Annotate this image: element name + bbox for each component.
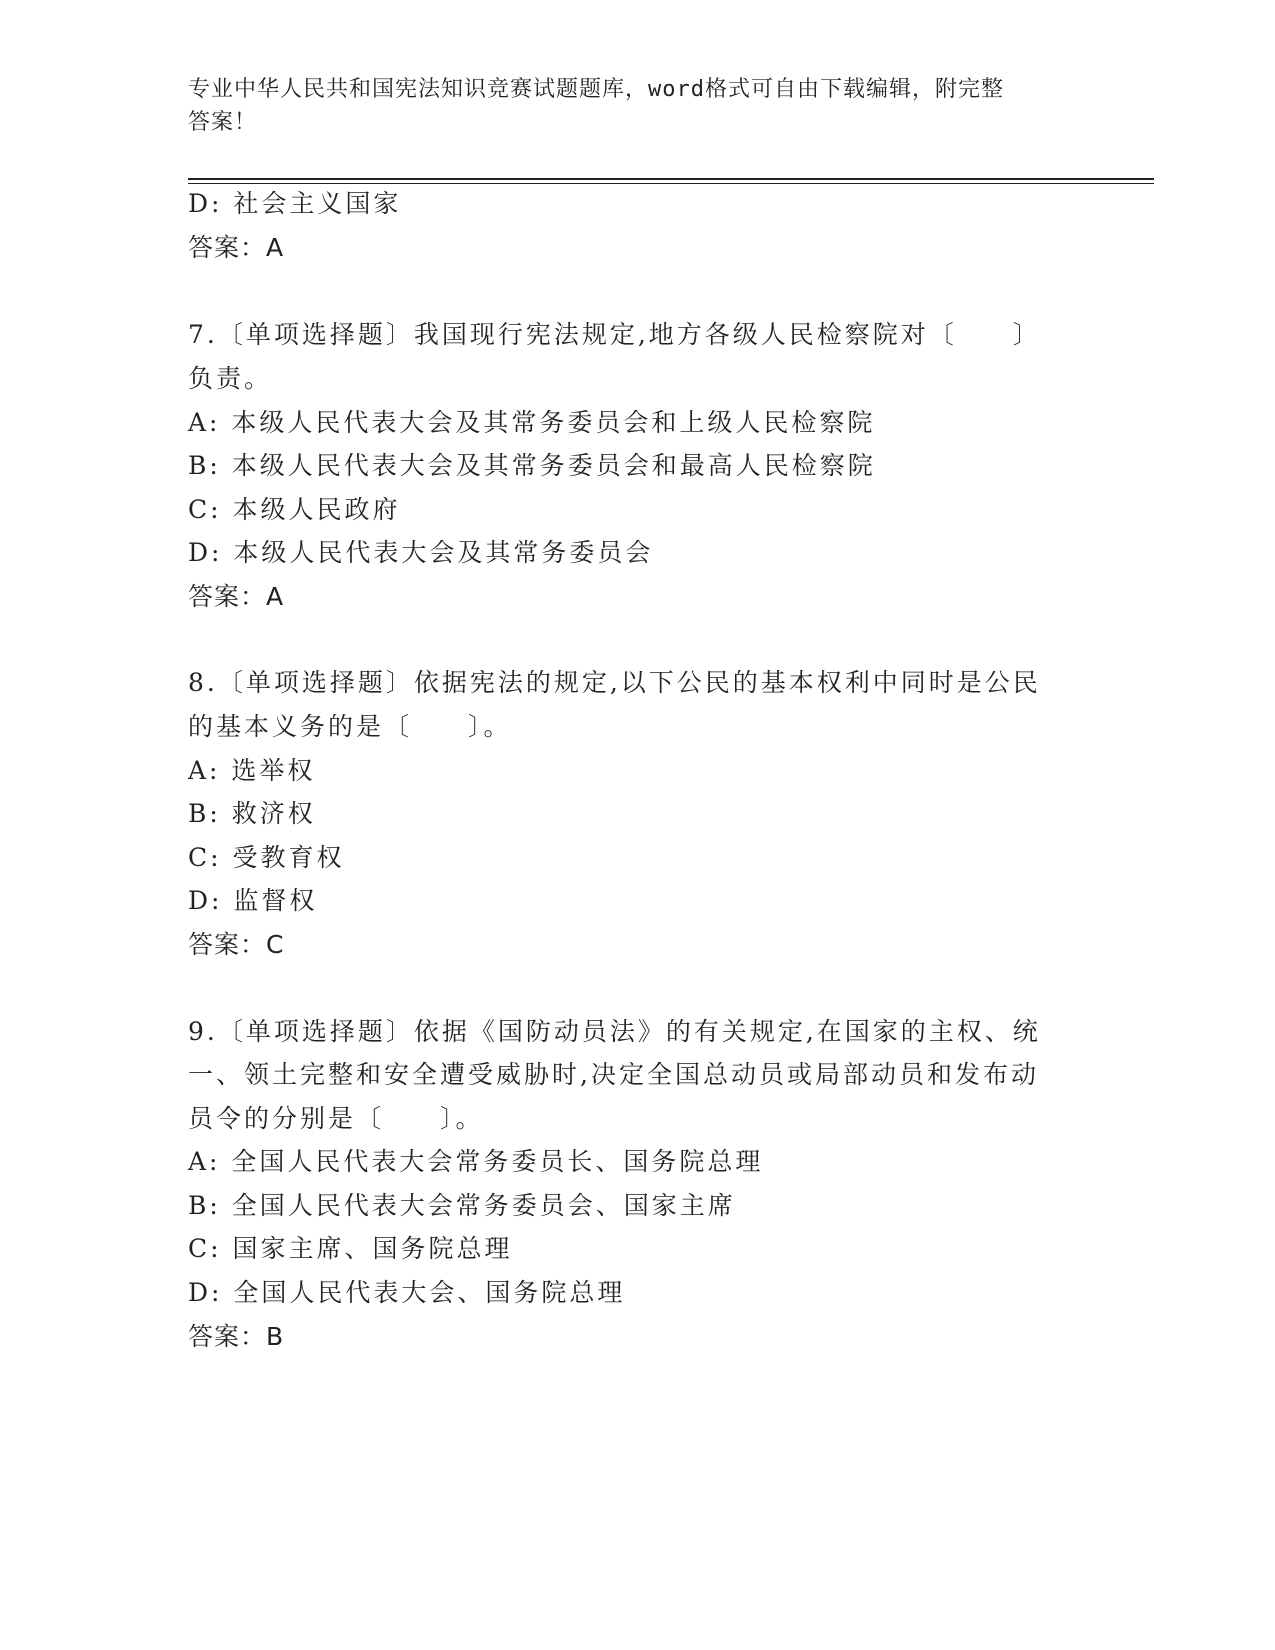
question-stem: 员令的分别是〔 〕。 (188, 1104, 484, 1133)
option-a: A: 本级人民代表大会及其常务委员会和上级人民检察院 (188, 408, 876, 437)
option-a: A: 全国人民代表大会常务委员长、国务院总理 (188, 1147, 764, 1176)
answer-line: 答案：C (188, 930, 285, 959)
option-a: A: 选举权 (188, 756, 316, 785)
option-c: C: 国家主席、国务院总理 (188, 1234, 513, 1263)
question-stem: 8.〔单项选择题〕依据宪法的规定,以下公民的基本权利中同时是公民 (188, 668, 1041, 697)
answer-line: 答案：A (188, 582, 285, 611)
option-d: D: 本级人民代表大会及其常务委员会 (188, 538, 654, 567)
option-d: D: 社会主义国家 (188, 189, 402, 218)
header-rule (188, 178, 1154, 180)
question-stem: 的基本义务的是〔 〕。 (188, 712, 512, 741)
option-b: B: 本级人民代表大会及其常务委员会和最高人民检察院 (188, 451, 876, 480)
question-stem: 9.〔单项选择题〕依据《国防动员法》的有关规定,在国家的主权、统 (188, 1017, 1041, 1046)
option-b: B: 救济权 (188, 799, 316, 828)
header-rule-thin (188, 183, 1154, 184)
option-b: B: 全国人民代表大会常务委员会、国家主席 (188, 1191, 736, 1220)
option-c: C: 受教育权 (188, 843, 345, 872)
question-stem: 负责。 (188, 364, 273, 393)
header-line-1: 专业中华人民共和国宪法知识竞赛试题题库，word格式可自由下载编辑，附完整 (188, 77, 1004, 102)
page-header (188, 73, 1068, 139)
question-stem: 一、领土完整和安全遭受威胁时,决定全国总动员或局部动员和发布动 (188, 1060, 1039, 1089)
header-line-2: 答案！ (188, 110, 258, 135)
answer-line: 答案：B (188, 1322, 285, 1351)
option-d: D: 监督权 (188, 886, 318, 915)
question-stem: 7.〔单项选择题〕我国现行宪法规定,地方各级人民检察院对〔 〕 (188, 320, 1041, 349)
option-c: C: 本级人民政府 (188, 495, 401, 524)
option-d: D: 全国人民代表大会、国务院总理 (188, 1278, 626, 1307)
answer-line: 答案：A (188, 233, 285, 262)
